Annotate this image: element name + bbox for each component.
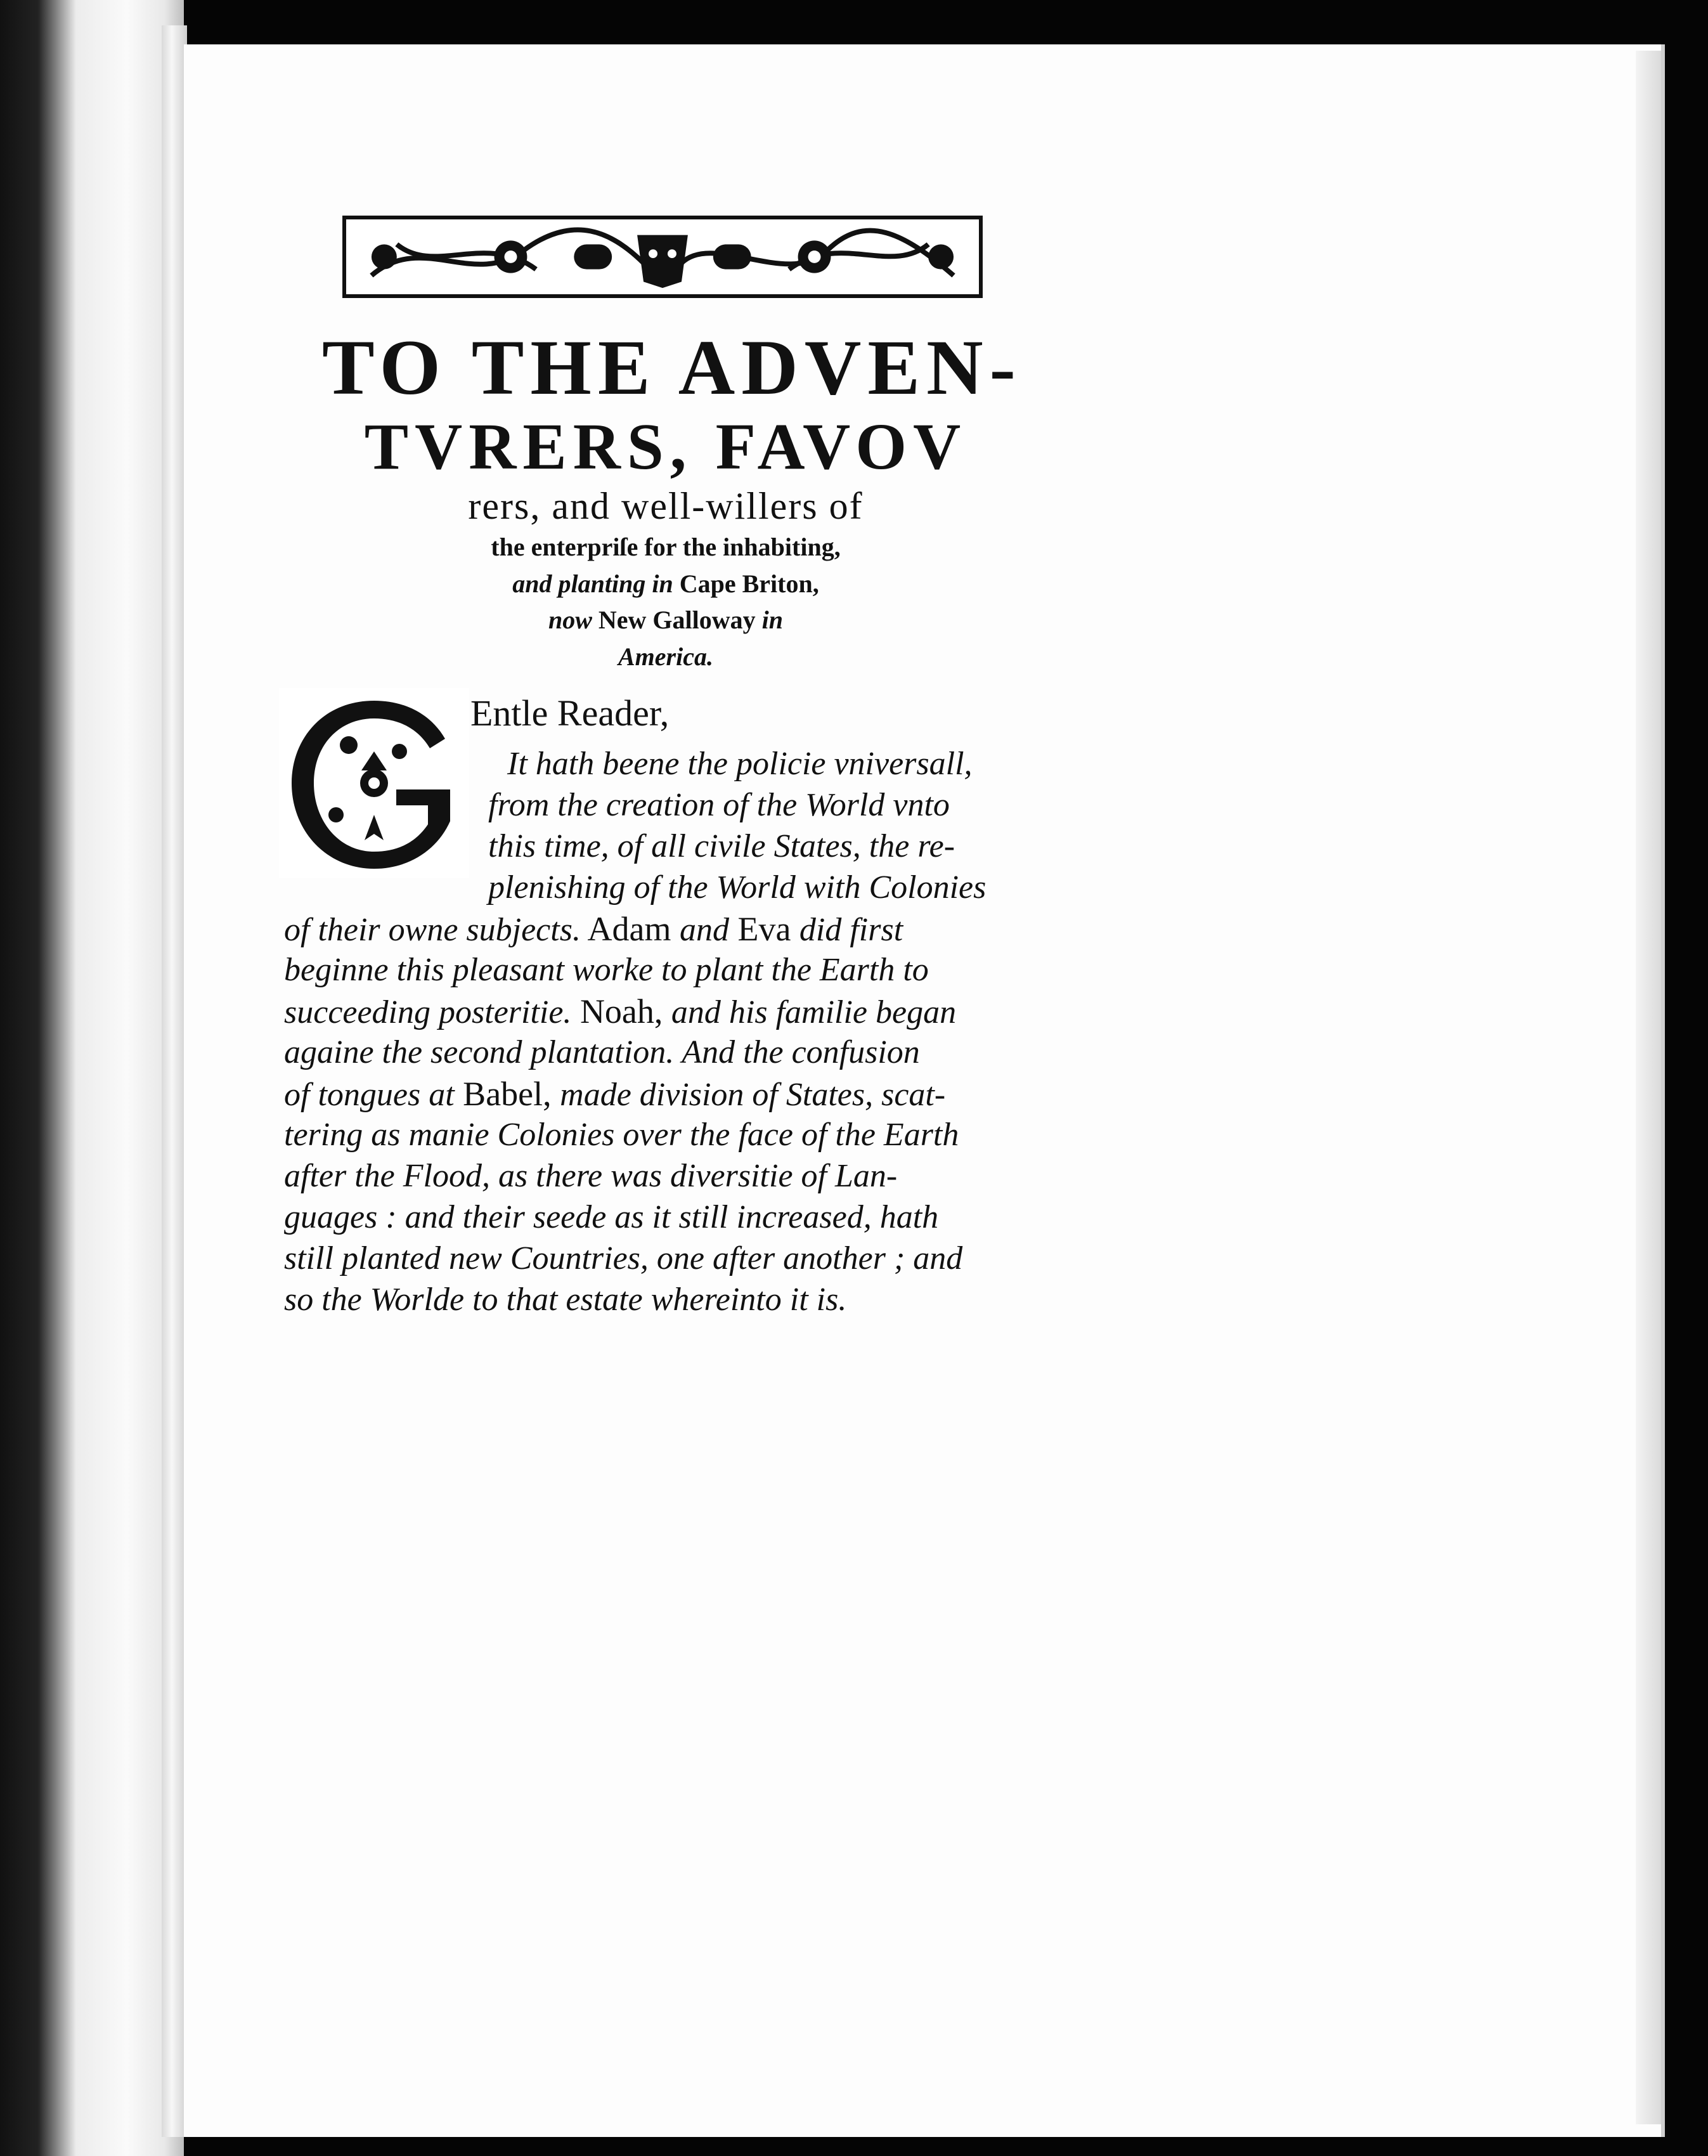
body-line [284, 1281, 846, 1319]
title-line-5-place: Cape Briton, [679, 569, 819, 598]
body-line [284, 1198, 938, 1237]
body-line [507, 745, 973, 783]
body-line-upright-text: Adam [580, 910, 680, 948]
body-line [284, 992, 956, 1032]
title-line-4: the enterpriſe for the inhabiting, [491, 533, 841, 561]
body-line [284, 951, 929, 989]
body-line-italic-text: plenishing of the World with Colonies [488, 869, 987, 906]
body-line [284, 1116, 959, 1154]
title-line-6 [0, 602, 1331, 638]
body-line-italic-text: after the Flood, as there was diversitie of Lan- [284, 1158, 898, 1194]
body-line [488, 869, 986, 907]
body-line-italic-text: from the creation of the World vnto [488, 787, 950, 823]
body-line [284, 910, 903, 949]
body-line-italic-text: made division of States, scat- [560, 1077, 946, 1113]
title-line-5 [0, 566, 1331, 602]
body-line-upright-text: Eva [728, 910, 799, 948]
body-line-upright-text: Noah, [571, 992, 671, 1030]
body-line [284, 1034, 920, 1072]
body-line-italic-text: tering as manie Colonies over the face of the Earth [284, 1117, 959, 1153]
title-line-6-place: New Galloway [598, 606, 756, 634]
body-line [284, 1075, 945, 1114]
title-line-7: America. [618, 642, 713, 671]
body-line-italic-text: of their owne subjects. [284, 912, 581, 948]
body-line-upright-text: Babel, [454, 1075, 560, 1113]
body-line [284, 1157, 897, 1195]
body-line-italic-text: succeeding posteritie. [284, 994, 572, 1030]
body-line [488, 786, 950, 824]
title-line-2: TVRERS, FAVOV [364, 410, 967, 483]
body-line-italic-text: of tongues at [284, 1077, 455, 1113]
title-line-3: rers, and well-willers of [468, 485, 864, 527]
woodcut-headpiece-icon [342, 216, 983, 298]
title-line-6-italic-a: now [548, 606, 592, 634]
body-line-italic-text: guages : and their seede as it still increased, hath [284, 1199, 939, 1235]
body-line [488, 828, 955, 866]
body-line-italic-text: and his familie began [671, 994, 957, 1030]
title-line-5-italic: and planting in [512, 569, 673, 598]
body-line-italic-text: It hath beene the policie vniversall, [507, 746, 973, 782]
page-edge [1636, 51, 1661, 2124]
body-line-italic-text: did first [799, 912, 903, 948]
body-line-italic-text: so the Worlde to that estate whereinto it is. [284, 1282, 847, 1318]
body-line-italic-text: beginne this pleasant worke to plant the Earth to [284, 952, 929, 988]
body-line-italic-text: againe the second plantation. And the confusion [284, 1034, 920, 1070]
title-line-6-italic-b: in [761, 606, 784, 634]
body-line-italic-text: this time, of all civile States, the re- [488, 828, 955, 864]
body-line-italic-text: and [679, 912, 729, 948]
ornamental-initial-g-icon [279, 688, 469, 878]
salutation: Entle Reader, [470, 692, 670, 734]
title-line-1: TO THE ADVEN- [322, 324, 1022, 411]
body-line-italic-text: still planted new Countries, one after another ; and [284, 1240, 963, 1276]
body-line [284, 1240, 962, 1278]
